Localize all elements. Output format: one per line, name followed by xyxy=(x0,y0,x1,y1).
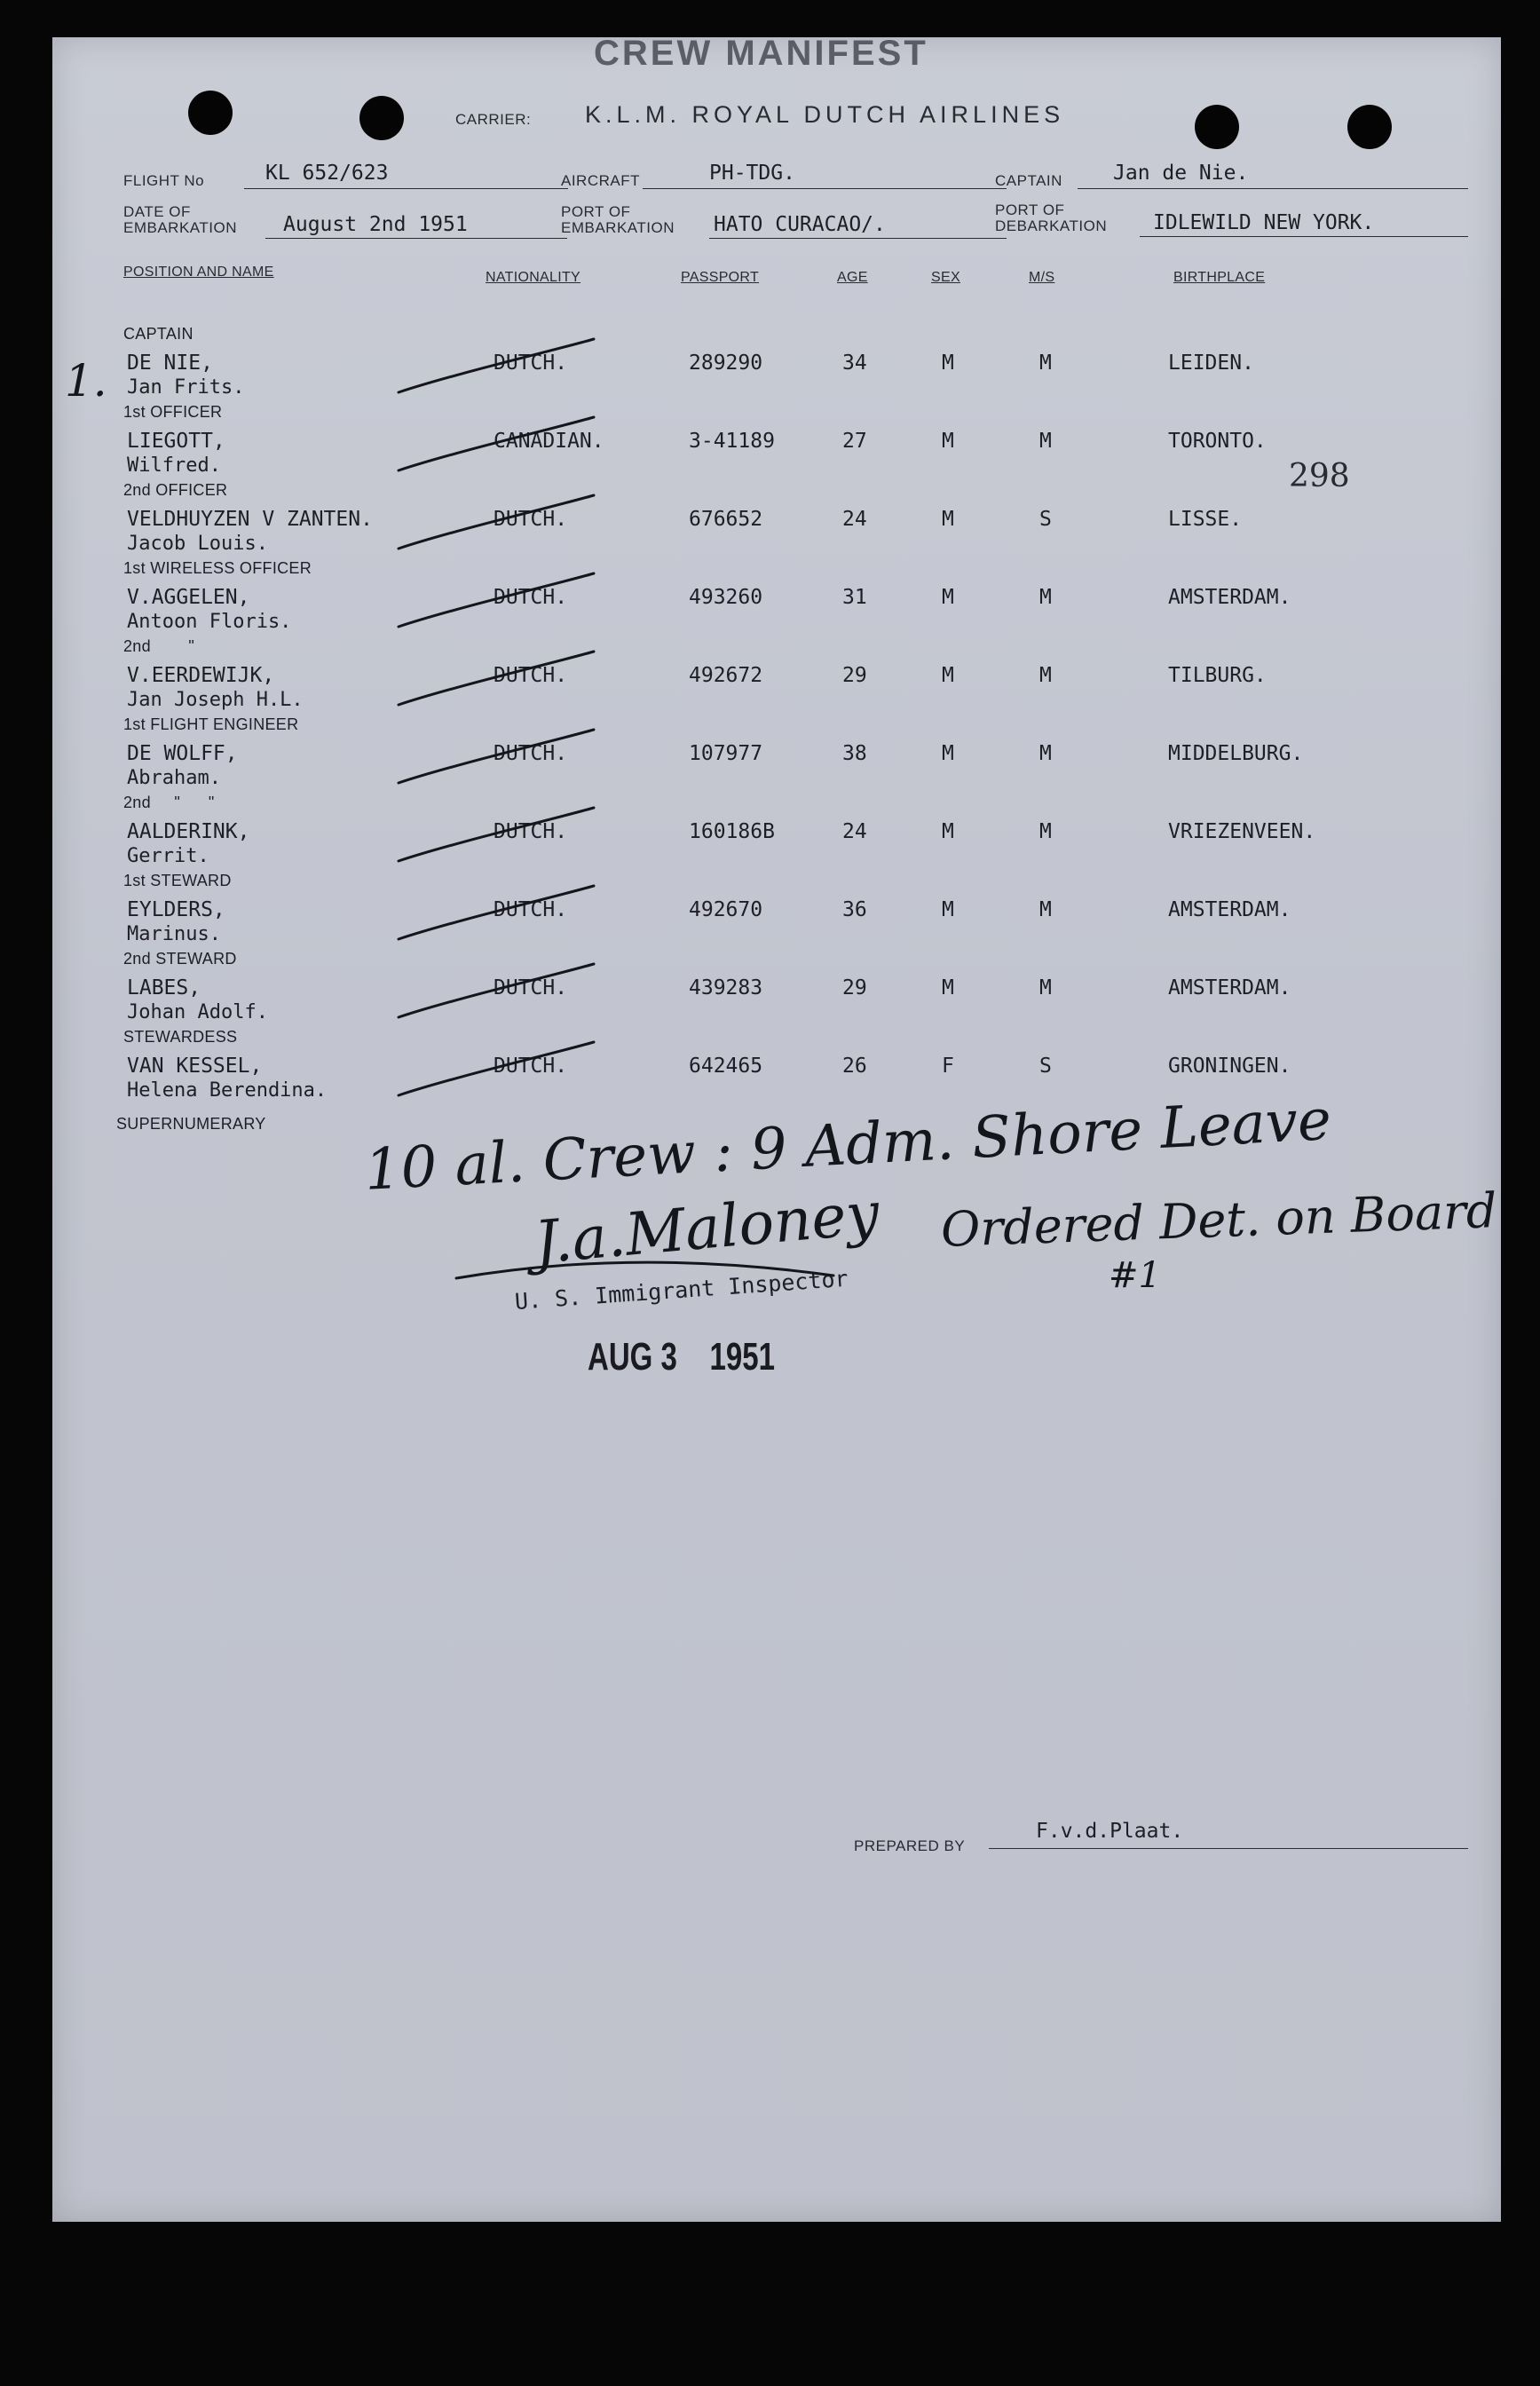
crew-sex: M xyxy=(942,586,954,609)
crew-given-names: Marinus. xyxy=(127,923,221,945)
crew-surname: EYLDERS, xyxy=(127,898,225,921)
inspector-signature: J.a.Maloney xyxy=(532,1179,882,1277)
annotation-detention: Ordered Det. on Board xyxy=(940,1182,1498,1258)
captain-label: CAPTAIN xyxy=(995,172,1062,189)
crew-nationality: CANADIAN. xyxy=(494,430,604,453)
crew-nationality: DUTCH. xyxy=(494,742,568,765)
date-stamp: AUG 3 1951 xyxy=(588,1335,775,1379)
crew-birthplace: AMSTERDAM. xyxy=(1168,976,1291,999)
crew-marital-status: S xyxy=(1039,1055,1052,1078)
port-of-debarkation: IDLEWILD NEW YORK. xyxy=(1153,211,1375,234)
annotation-crew-count: 10 al. Crew : 9 Adm. Shore Leave xyxy=(363,1086,1333,1204)
prepared-by-label: PREPARED BY xyxy=(854,1837,966,1854)
crew-passport: 492672 xyxy=(689,664,763,687)
crew-nationality: DUTCH. xyxy=(494,898,568,921)
embarkation-date: August 2nd 1951 xyxy=(283,213,468,236)
crew-surname: VAN KESSEL, xyxy=(127,1055,263,1078)
crew-marital-status: S xyxy=(1039,508,1052,531)
crew-age: 29 xyxy=(842,664,867,687)
crew-nationality: DUTCH. xyxy=(494,1055,568,1078)
crew-passport: 107977 xyxy=(689,742,763,765)
crew-age: 36 xyxy=(842,898,867,921)
crew-birthplace: GRONINGEN. xyxy=(1168,1055,1291,1078)
crew-sex: M xyxy=(942,976,954,999)
crew-given-names: Gerrit. xyxy=(127,845,209,867)
crew-surname: AALDERINK, xyxy=(127,820,250,843)
crew-given-names: Wilfred. xyxy=(127,454,221,477)
crew-surname: VELDHUYZEN V ZANTEN. xyxy=(127,508,373,531)
crew-marital-status: M xyxy=(1039,742,1052,765)
crew-age: 38 xyxy=(842,742,867,765)
column-header-sex: SEX xyxy=(931,270,960,285)
crew-passport: 160186B xyxy=(689,820,775,843)
supernumerary-label: SUPERNUMERARY xyxy=(116,1115,266,1133)
row-mark: 1. xyxy=(65,355,107,407)
column-header-passport: PASSPORT xyxy=(681,270,760,285)
carrier-label: CARRIER: xyxy=(455,111,532,128)
crew-marital-status: M xyxy=(1039,820,1052,843)
crew-passport: 642465 xyxy=(689,1055,763,1078)
carrier-name: K.L.M. ROYAL DUTCH AIRLINES xyxy=(585,101,1065,128)
crew-sex: M xyxy=(942,820,954,843)
flight-label: FLIGHT No xyxy=(123,172,205,189)
handwritten-strokes xyxy=(52,37,1501,2222)
annotation-number: #1 xyxy=(1109,1255,1161,1296)
crew-position: STEWARDESS xyxy=(123,1028,238,1046)
crew-birthplace: LISSE. xyxy=(1168,508,1243,531)
port-of-embarkation: HATO CURACAO/. xyxy=(714,213,886,236)
crew-passport: 289290 xyxy=(689,352,763,375)
flight-number: KL 652/623 xyxy=(265,162,389,185)
crew-nationality: DUTCH. xyxy=(494,976,568,999)
crew-surname: V.EERDEWIJK, xyxy=(127,664,275,687)
crew-surname: DE NIE, xyxy=(127,352,213,375)
crew-surname: LIEGOTT, xyxy=(127,430,225,453)
crew-nationality: DUTCH. xyxy=(494,508,568,531)
crew-sex: M xyxy=(942,664,954,687)
crew-sex: M xyxy=(942,742,954,765)
date-of-embarkation-label: DATE OF EMBARKATION xyxy=(123,203,237,236)
crew-given-names: Helena Berendina. xyxy=(127,1079,328,1102)
crew-given-names: Jan Joseph H.L. xyxy=(127,689,304,711)
crew-birthplace: AMSTERDAM. xyxy=(1168,586,1291,609)
aircraft-registration: PH-TDG. xyxy=(709,162,795,185)
column-header-marital-status: M/S xyxy=(1029,270,1055,285)
crew-nationality: DUTCH. xyxy=(494,664,568,687)
crew-position: 2nd OFFICER xyxy=(123,481,228,499)
crew-marital-status: M xyxy=(1039,430,1052,453)
crew-given-names: Abraham. xyxy=(127,767,221,789)
port-of-embarkation-label: PORT OF EMBARKATION xyxy=(561,203,675,236)
crew-age: 24 xyxy=(842,508,867,531)
crew-passport: 493260 xyxy=(689,586,763,609)
crew-nationality: DUTCH. xyxy=(494,586,568,609)
crew-given-names: Jacob Louis. xyxy=(127,533,268,555)
crew-birthplace: MIDDELBURG. xyxy=(1168,742,1304,765)
crew-surname: LABES, xyxy=(127,976,201,999)
prepared-by-name: F.v.d.Plaat. xyxy=(1036,1820,1184,1843)
crew-position: 1st FLIGHT ENGINEER xyxy=(123,715,299,733)
crew-age: 34 xyxy=(842,352,867,375)
crew-given-names: Antoon Floris. xyxy=(127,611,292,633)
crew-passport: 492670 xyxy=(689,898,763,921)
crew-given-names: Jan Frits. xyxy=(127,376,245,399)
crew-sex: M xyxy=(942,898,954,921)
crew-age: 27 xyxy=(842,430,867,453)
aircraft-label: AIRCRAFT xyxy=(561,172,640,189)
captain-name: Jan de Nie. xyxy=(1113,162,1249,185)
column-header-age: AGE xyxy=(837,270,868,285)
crew-sex: F xyxy=(942,1055,954,1078)
crew-sex: M xyxy=(942,430,954,453)
crew-position: CAPTAIN xyxy=(123,325,193,343)
crew-marital-status: M xyxy=(1039,976,1052,999)
crew-age: 29 xyxy=(842,976,867,999)
manifest-sheet xyxy=(52,34,1501,2222)
crew-position: 2nd " xyxy=(123,637,195,655)
crew-sex: M xyxy=(942,508,954,531)
crew-given-names: Johan Adolf. xyxy=(127,1001,268,1023)
crew-age: 31 xyxy=(842,586,867,609)
crew-birthplace: VRIEZENVEEN. xyxy=(1168,820,1316,843)
crew-nationality: DUTCH. xyxy=(494,820,568,843)
crew-surname: DE WOLFF, xyxy=(127,742,238,765)
crew-position: 1st STEWARD xyxy=(123,872,232,889)
crew-position: 1st WIRELESS OFFICER xyxy=(123,559,312,577)
column-header-position: POSITION AND NAME xyxy=(123,265,274,280)
crew-passport: 439283 xyxy=(689,976,763,999)
column-header-nationality: NATIONALITY xyxy=(486,270,581,285)
crew-position: 2nd STEWARD xyxy=(123,950,237,968)
document-title: CREW MANIFEST xyxy=(594,34,928,73)
page-number: 298 xyxy=(1289,458,1350,494)
crew-age: 26 xyxy=(842,1055,867,1078)
crew-age: 24 xyxy=(842,820,867,843)
crew-sex: M xyxy=(942,352,954,375)
crew-birthplace: TILBURG. xyxy=(1168,664,1267,687)
port-of-debarkation-label: PORT OF DEBARKATION xyxy=(995,201,1108,234)
crew-surname: V.AGGELEN, xyxy=(127,586,250,609)
column-header-birthplace: BIRTHPLACE xyxy=(1173,270,1266,285)
crew-marital-status: M xyxy=(1039,586,1052,609)
signature-underline xyxy=(456,1262,833,1278)
crew-birthplace: AMSTERDAM. xyxy=(1168,898,1291,921)
crew-marital-status: M xyxy=(1039,664,1052,687)
crew-marital-status: M xyxy=(1039,898,1052,921)
inspector-title: U. S. Immigrant Inspector xyxy=(514,1265,849,1315)
crew-birthplace: LEIDEN. xyxy=(1168,352,1254,375)
crew-passport: 3-41189 xyxy=(689,430,775,453)
crew-birthplace: TORONTO. xyxy=(1168,430,1267,453)
crew-passport: 676652 xyxy=(689,508,763,531)
crew-nationality: DUTCH. xyxy=(494,352,568,375)
crew-marital-status: M xyxy=(1039,352,1052,375)
crew-position: 2nd " " xyxy=(123,794,215,811)
crew-position: 1st OFFICER xyxy=(123,403,223,421)
